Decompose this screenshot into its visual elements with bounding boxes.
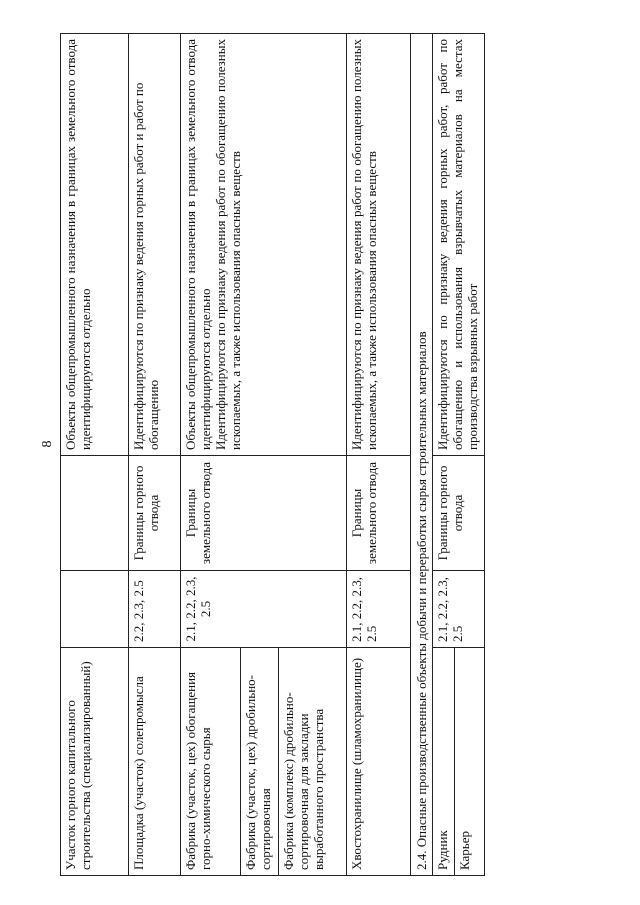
object-cell: Фабрика (комплекс) дробильно-сортировочная для закладки выработанного пространства: [279, 648, 347, 876]
note-line: Идентифицируются по признаку ведения работ по обогащению полезных ископаемых, а также использования опасных веществ: [213, 39, 243, 450]
object-cell: Участок горного капитального строительства (специализированный): [61, 648, 129, 876]
object-cell: Рудник: [433, 648, 455, 876]
note-cell: Идентифицируются по признаку ведения горных работ и работ по обогащению: [129, 34, 181, 456]
note-line: Объекты общепромышленного назначения в границах земельного отвода идентифицируются отдельно: [183, 39, 213, 450]
object-cell: Карьер: [455, 648, 485, 876]
page-number: 8: [40, 440, 55, 448]
criteria-cell: 2.2, 2.3, 2.5: [129, 571, 181, 648]
boundary-cell: Границы земельного отвода: [181, 456, 347, 571]
rotated-table-container: [60, 34, 520, 876]
object-cell: Фабрика (участок, цех) дробильно-сортировочная: [241, 648, 279, 876]
table-row: [347, 34, 411, 876]
criteria-cell: 2.1, 2.2, 2.3, 2.5: [347, 571, 411, 648]
object-cell: Фабрика (участок, цех) обогащения горно-химического сырья: [181, 648, 241, 876]
section-header-row: [411, 34, 433, 876]
boundary-cell: Границы земельного отвода: [347, 456, 411, 571]
criteria-cell: 2.1, 2.2, 2.3, 2.5: [433, 571, 485, 648]
boundary-cell: Границы горного отвода: [129, 456, 181, 571]
table-row: [129, 34, 181, 876]
boundary-cell: Границы горного отвода: [433, 456, 485, 571]
object-cell: Площадка (участок) солепромысла: [129, 648, 181, 876]
section-header: 2.4. Опасные производственные объекты добычи и переработки сырья строительных материалов: [411, 34, 433, 876]
note-cell: Объекты общепромышленного назначения в границах земельного отвода идентифицируются отдельно: [61, 34, 129, 456]
hazard-objects-table: [60, 33, 485, 876]
boundary-cell: [61, 456, 129, 571]
table-row: [433, 34, 455, 876]
note-cell: Идентифицируются по признаку ведения работ по обогащению полезных ископаемых, а также использования опасных веществ: [347, 34, 411, 456]
criteria-cell: [61, 571, 129, 648]
table-row: [61, 34, 129, 876]
note-cell: [181, 34, 347, 456]
table-row: [181, 34, 241, 876]
object-cell: Хвостохранилище (шламохранилище): [347, 648, 411, 876]
note-cell: Идентифицируются по признаку ведения горных работ, работ по обогащению и использования взрывчатых материалов на местах производства взрывных работ: [433, 34, 485, 456]
criteria-cell: 2.1, 2.2, 2.3, 2.5: [181, 571, 347, 648]
